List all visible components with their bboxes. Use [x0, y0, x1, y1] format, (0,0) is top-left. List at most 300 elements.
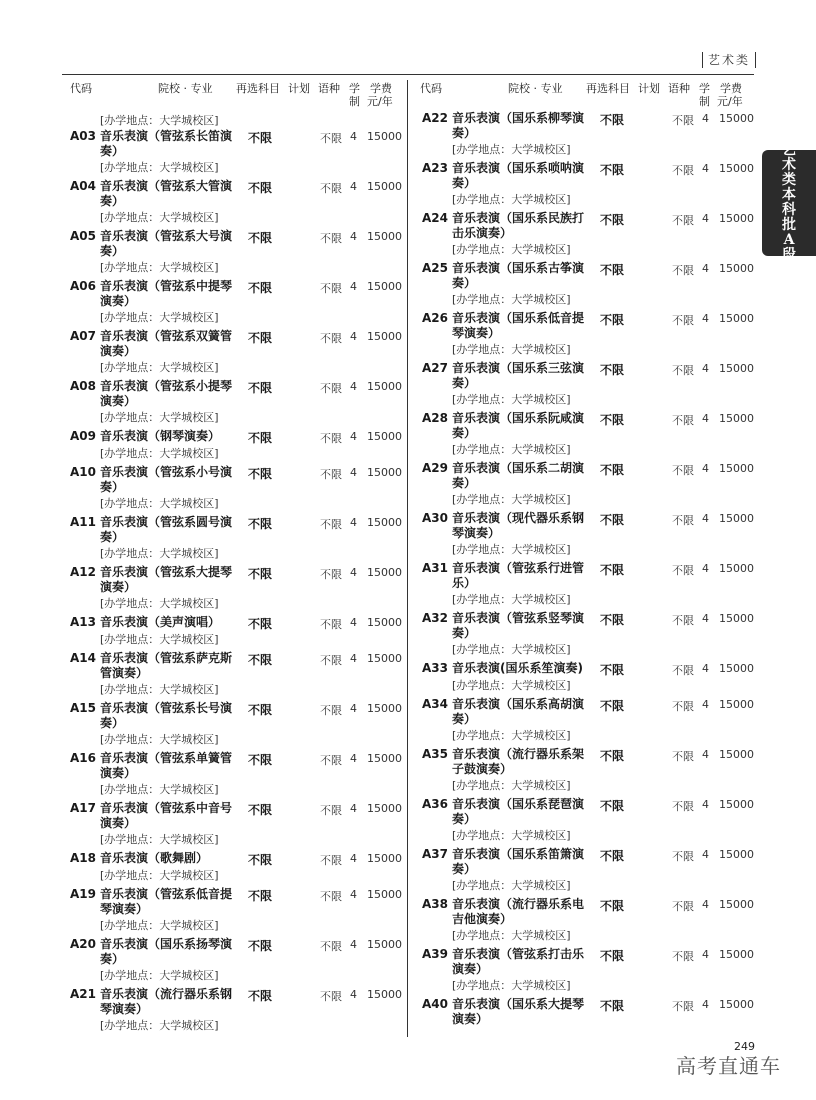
- program-language: 不限: [672, 464, 694, 477]
- program-language: 不限: [320, 804, 342, 817]
- program-language: 不限: [672, 564, 694, 577]
- right-column: [414, 80, 754, 1027]
- program-main: [62, 178, 402, 209]
- program-code: A39: [422, 947, 448, 961]
- program-row: [414, 996, 754, 1027]
- program-name: 音乐表演（管弦系中提琴演奏）: [100, 279, 233, 308]
- right-rows: [414, 110, 754, 1027]
- program-fee: 15000: [367, 616, 402, 629]
- program-subjects: 不限: [248, 803, 273, 817]
- side-tab-char: 术: [782, 157, 796, 173]
- program-years: 4: [702, 262, 709, 275]
- program-name: 音乐表演（管弦系大提琴演奏）: [100, 565, 233, 594]
- program-fee: 15000: [719, 698, 754, 711]
- program-main: [62, 228, 402, 259]
- program-subjects: 不限: [600, 313, 625, 327]
- program-main: [414, 846, 754, 877]
- program-language: 不限: [320, 132, 342, 145]
- program-code: A16: [70, 751, 96, 765]
- program-language: 不限: [672, 900, 694, 913]
- program-language: 不限: [320, 518, 342, 531]
- program-fee: 15000: [719, 848, 754, 861]
- program-main: [414, 660, 754, 677]
- program-years: 4: [350, 752, 357, 765]
- program-subjects: 不限: [600, 663, 625, 677]
- program-fee: 15000: [367, 652, 402, 665]
- side-section-tab: [762, 142, 816, 263]
- program-row: [62, 850, 402, 886]
- program-years: 4: [702, 212, 709, 225]
- program-years: 4: [350, 380, 357, 393]
- program-main: [62, 378, 402, 409]
- program-location: [办学地点：大学城校区]: [452, 293, 571, 306]
- program-row: [414, 310, 754, 360]
- program-subjects: 不限: [600, 613, 625, 627]
- program-code: A18: [70, 851, 96, 865]
- program-main: [62, 614, 402, 631]
- program-main: [62, 564, 402, 595]
- program-name: 音乐表演（国乐系笛箫演奏）: [452, 847, 585, 876]
- program-main: [62, 750, 402, 781]
- program-language: 不限: [672, 750, 694, 763]
- program-code: A08: [70, 379, 96, 393]
- program-fee: 15000: [367, 752, 402, 765]
- program-subjects: 不限: [248, 889, 273, 903]
- program-code: A25: [422, 261, 448, 275]
- program-subjects: 不限: [248, 939, 273, 953]
- program-years: 4: [350, 430, 357, 443]
- program-code: A04: [70, 179, 96, 193]
- program-main: [62, 328, 402, 359]
- program-row: [414, 160, 754, 210]
- program-location: [办学地点：大学城校区]: [452, 729, 571, 742]
- left-column: [62, 80, 402, 1036]
- header-school-major: 院校 · 专业: [508, 82, 563, 95]
- program-code: A31: [422, 561, 448, 575]
- continued-location: [62, 110, 402, 128]
- program-name: 音乐表演（现代器乐系钢琴演奏）: [452, 511, 585, 540]
- program-code: A10: [70, 465, 96, 479]
- program-main: [414, 696, 754, 727]
- program-main: [414, 746, 754, 777]
- program-years: 4: [350, 566, 357, 579]
- program-row: [62, 328, 402, 378]
- program-code: A14: [70, 651, 96, 665]
- program-row: [414, 210, 754, 260]
- program-subjects: 不限: [248, 467, 273, 481]
- side-tab-char: 段: [782, 247, 796, 263]
- program-name: 音乐表演（国乐系琵琶演奏）: [452, 797, 585, 826]
- program-row: [62, 564, 402, 614]
- program-main: [62, 278, 402, 309]
- program-location: [办学地点：大学城校区]: [100, 633, 219, 646]
- program-language: 不限: [672, 364, 694, 377]
- program-main: [414, 946, 754, 977]
- program-row: [62, 750, 402, 800]
- program-name: 音乐表演（国乐系柳琴演奏）: [452, 111, 585, 140]
- program-years: 4: [702, 612, 709, 625]
- program-name: 音乐表演（管弦系圆号演奏）: [100, 515, 233, 544]
- program-name: 音乐表演（国乐系民族打击乐演奏）: [452, 211, 585, 240]
- program-main: [414, 796, 754, 827]
- header-fee: 学费: [370, 82, 392, 95]
- program-location: [办学地点：大学城校区]: [100, 361, 219, 374]
- program-name: 音乐表演（流行器乐系架子鼓演奏）: [452, 747, 585, 776]
- program-years: 4: [350, 652, 357, 665]
- program-subjects: 不限: [248, 181, 273, 195]
- program-name: 音乐表演（国乐系古筝演奏）: [452, 261, 585, 290]
- program-years: 4: [350, 616, 357, 629]
- program-row: [414, 410, 754, 460]
- program-row: [414, 696, 754, 746]
- program-location: [办学地点：大学城校区]: [100, 833, 219, 846]
- program-language: 不限: [672, 414, 694, 427]
- program-name: 音乐表演（管弦系大管演奏）: [100, 179, 233, 208]
- side-tab-char: 批: [782, 217, 796, 233]
- program-main: [62, 986, 402, 1017]
- program-location: [办学地点：大学城校区]: [100, 311, 219, 324]
- program-main: [414, 560, 754, 591]
- program-fee: 15000: [719, 162, 754, 175]
- program-subjects: 不限: [600, 899, 625, 913]
- program-main: [414, 260, 754, 291]
- program-name: 音乐表演（管弦系双簧管演奏）: [100, 329, 233, 358]
- program-years: 4: [702, 848, 709, 861]
- header-plan: 计划: [638, 82, 660, 95]
- program-subjects: 不限: [600, 413, 625, 427]
- program-row: [62, 278, 402, 328]
- program-name: 音乐表演（管弦系小号演奏）: [100, 465, 233, 494]
- program-location: [办学地点：大学城校区]: [100, 447, 219, 460]
- header-rule: [62, 74, 754, 75]
- program-years: 4: [350, 852, 357, 865]
- left-rows: [62, 128, 402, 1036]
- program-language: 不限: [320, 618, 342, 631]
- program-name: 音乐表演（国乐系三弦演奏）: [452, 361, 585, 390]
- program-years: 4: [702, 362, 709, 375]
- program-fee: 15000: [367, 230, 402, 243]
- program-language: 不限: [320, 704, 342, 717]
- program-fee: 15000: [367, 988, 402, 1001]
- program-main: [414, 160, 754, 191]
- program-years: 4: [350, 702, 357, 715]
- program-row: [414, 896, 754, 946]
- program-main: [414, 460, 754, 491]
- program-code: A23: [422, 161, 448, 175]
- program-row: [62, 886, 402, 936]
- program-code: A28: [422, 411, 448, 425]
- program-name: 音乐表演（管弦系小提琴演奏）: [100, 379, 233, 408]
- program-name: 音乐表演（管弦系低音提琴演奏）: [100, 887, 233, 916]
- program-row: [62, 614, 402, 650]
- program-code: A30: [422, 511, 448, 525]
- program-row: [414, 510, 754, 560]
- header-language: 语种: [668, 82, 690, 95]
- program-years: 4: [702, 512, 709, 525]
- program-location: [办学地点：大学城校区]: [100, 211, 219, 224]
- program-code: A21: [70, 987, 96, 1001]
- program-years: 4: [702, 798, 709, 811]
- program-years: 4: [350, 180, 357, 193]
- program-language: 不限: [672, 664, 694, 677]
- program-subjects: 不限: [248, 517, 273, 531]
- program-main: [62, 800, 402, 831]
- program-years: 4: [350, 230, 357, 243]
- table-header: [62, 80, 402, 110]
- program-years: 4: [350, 888, 357, 901]
- program-fee: 15000: [367, 566, 402, 579]
- program-years: 4: [350, 988, 357, 1001]
- program-subjects: 不限: [248, 281, 273, 295]
- program-location: [办学地点：大学城校区]: [452, 143, 571, 156]
- program-code: A09: [70, 429, 96, 443]
- program-language: 不限: [320, 754, 342, 767]
- program-code: A07: [70, 329, 96, 343]
- program-row: [414, 360, 754, 410]
- program-subjects: 不限: [600, 513, 625, 527]
- program-code: A26: [422, 311, 448, 325]
- program-code: A20: [70, 937, 96, 951]
- program-subjects: 不限: [600, 463, 625, 477]
- header-school-major: 院校 · 专业: [158, 82, 213, 95]
- program-years: 4: [350, 330, 357, 343]
- program-name: 音乐表演(国乐系笙演奏): [452, 661, 583, 675]
- program-location: [办学地点：大学城校区]: [100, 919, 219, 932]
- program-row: [62, 378, 402, 428]
- program-fee: 15000: [367, 330, 402, 343]
- program-fee: 15000: [367, 466, 402, 479]
- header-language: 语种: [318, 82, 340, 95]
- program-subjects: 不限: [600, 949, 625, 963]
- program-years: 4: [702, 948, 709, 961]
- program-name: 音乐表演（国乐系扬琴演奏）: [100, 937, 233, 966]
- program-row: [414, 746, 754, 796]
- program-years: 4: [350, 938, 357, 951]
- header-fee-unit: 元/年: [367, 95, 393, 108]
- program-location: [办学地点：大学城校区]: [100, 733, 219, 746]
- program-main: [414, 410, 754, 441]
- program-language: 不限: [320, 332, 342, 345]
- program-fee: 15000: [719, 898, 754, 911]
- program-fee: 15000: [367, 516, 402, 529]
- program-years: 4: [350, 130, 357, 143]
- program-location: [办学地点：大学城校区]: [452, 829, 571, 842]
- program-name: 音乐表演（管弦系长号演奏）: [100, 701, 233, 730]
- program-subjects: 不限: [600, 113, 625, 127]
- program-subjects: 不限: [600, 163, 625, 177]
- header-subjects: 再选科目: [586, 82, 630, 95]
- program-fee: 15000: [719, 262, 754, 275]
- program-fee: 15000: [719, 512, 754, 525]
- program-row: [414, 560, 754, 610]
- program-main: [414, 210, 754, 241]
- program-language: 不限: [672, 700, 694, 713]
- program-location: [办学地点：大学城校区]: [100, 547, 219, 560]
- program-subjects: 不限: [600, 799, 625, 813]
- program-years: 4: [702, 312, 709, 325]
- program-fee: 15000: [719, 612, 754, 625]
- program-main: [62, 886, 402, 917]
- program-code: A11: [70, 515, 96, 529]
- program-language: 不限: [320, 568, 342, 581]
- program-fee: 15000: [367, 380, 402, 393]
- program-code: A15: [70, 701, 96, 715]
- program-language: 不限: [672, 800, 694, 813]
- program-fee: 15000: [367, 430, 402, 443]
- program-fee: 15000: [367, 280, 402, 293]
- program-language: 不限: [672, 264, 694, 277]
- program-name: 音乐表演（国乐系低音提琴演奏）: [452, 311, 585, 340]
- program-main: [62, 700, 402, 731]
- program-years: 4: [702, 662, 709, 675]
- program-code: A22: [422, 111, 448, 125]
- program-name: 音乐表演（钢琴演奏）: [100, 429, 221, 443]
- program-name: 音乐表演（管弦系中音号演奏）: [100, 801, 233, 830]
- program-language: 不限: [320, 432, 342, 445]
- program-code: A40: [422, 997, 448, 1011]
- program-main: [62, 514, 402, 545]
- program-main: [62, 428, 402, 445]
- section-tag: 艺术类: [702, 52, 756, 68]
- program-location: [办学地点：大学城校区]: [100, 597, 219, 610]
- program-fee: 15000: [367, 802, 402, 815]
- program-code: A32: [422, 611, 448, 625]
- program-code: A33: [422, 661, 448, 675]
- program-location: [办学地点：大学城校区]: [452, 593, 571, 606]
- program-row: [414, 796, 754, 846]
- program-name: 音乐表演（管弦系萨克斯管演奏）: [100, 651, 233, 680]
- header-code: 代码: [70, 82, 92, 95]
- program-fee: 15000: [367, 888, 402, 901]
- program-row: [414, 846, 754, 896]
- program-row: [414, 660, 754, 696]
- program-language: 不限: [320, 382, 342, 395]
- program-subjects: 不限: [600, 999, 625, 1013]
- header-fee-unit: 元/年: [717, 95, 743, 108]
- program-name: 音乐表演（管弦系单簧管演奏）: [100, 751, 233, 780]
- program-language: 不限: [320, 468, 342, 481]
- program-subjects: 不限: [248, 381, 273, 395]
- program-location: [办学地点：大学城校区]: [452, 643, 571, 656]
- program-fee: 15000: [367, 702, 402, 715]
- program-code: A05: [70, 229, 96, 243]
- program-fee: 15000: [367, 852, 402, 865]
- program-language: 不限: [320, 854, 342, 867]
- program-row: [414, 460, 754, 510]
- program-language: 不限: [672, 850, 694, 863]
- program-name: 音乐表演（流行器乐系钢琴演奏）: [100, 987, 233, 1016]
- header-years: 学: [349, 82, 360, 95]
- program-code: A37: [422, 847, 448, 861]
- program-subjects: 不限: [248, 567, 273, 581]
- program-main: [414, 610, 754, 641]
- watermark: 高考直通车: [676, 1054, 781, 1078]
- program-name: 音乐表演（管弦系行进管乐）: [452, 561, 585, 590]
- program-subjects: 不限: [600, 749, 625, 763]
- program-location: [办学地点：大学城校区]: [452, 493, 571, 506]
- program-years: 4: [702, 748, 709, 761]
- program-location: [办学地点：大学城校区]: [100, 683, 219, 696]
- program-location: [办学地点：大学城校区]: [100, 783, 219, 796]
- program-code: A36: [422, 797, 448, 811]
- program-subjects: 不限: [600, 563, 625, 577]
- program-subjects: 不限: [600, 263, 625, 277]
- program-years: 4: [702, 162, 709, 175]
- program-name: 音乐表演（国乐系大提琴演奏）: [452, 997, 585, 1026]
- program-fee: 15000: [719, 748, 754, 761]
- program-location: [办学地点：大学城校区]: [452, 543, 571, 556]
- program-name: 音乐表演（国乐系唢呐演奏）: [452, 161, 585, 190]
- program-name: 音乐表演（流行器乐系电吉他演奏）: [452, 897, 585, 926]
- program-main: [414, 896, 754, 927]
- program-language: 不限: [672, 514, 694, 527]
- program-language: 不限: [320, 890, 342, 903]
- side-tab-char: A: [783, 232, 795, 248]
- program-name: 音乐表演（国乐系阮咸演奏）: [452, 411, 585, 440]
- program-code: A12: [70, 565, 96, 579]
- program-row: [414, 110, 754, 160]
- program-language: 不限: [672, 1000, 694, 1013]
- program-name: 音乐表演（管弦系大号演奏）: [100, 229, 233, 258]
- program-subjects: 不限: [248, 989, 273, 1003]
- program-language: 不限: [320, 232, 342, 245]
- program-main: [414, 360, 754, 391]
- program-years: 4: [702, 698, 709, 711]
- program-fee: 15000: [719, 798, 754, 811]
- program-fee: 15000: [367, 130, 402, 143]
- program-main: [62, 936, 402, 967]
- program-name: 音乐表演（管弦系打击乐演奏）: [452, 947, 585, 976]
- program-location: [办学地点：大学城校区]: [100, 411, 219, 424]
- program-fee: 15000: [719, 212, 754, 225]
- program-fee: 15000: [719, 998, 754, 1011]
- program-name: 音乐表演（美声演唱）: [100, 615, 221, 629]
- program-row: [62, 428, 402, 464]
- program-location: [办学地点：大学城校区]: [452, 193, 571, 206]
- program-row: [62, 514, 402, 564]
- program-row: [62, 650, 402, 700]
- program-code: A06: [70, 279, 96, 293]
- program-name: 音乐表演（国乐系二胡演奏）: [452, 461, 585, 490]
- program-code: A19: [70, 887, 96, 901]
- program-fee: 15000: [719, 312, 754, 325]
- program-location: [办学地点：大学城校区]: [100, 1019, 219, 1032]
- program-fee: 15000: [719, 662, 754, 675]
- program-row: [62, 800, 402, 850]
- program-years: 4: [702, 898, 709, 911]
- program-fee: 15000: [719, 362, 754, 375]
- program-location: [办学地点：大学城校区]: [100, 969, 219, 982]
- side-tab-char: 类: [782, 172, 796, 188]
- program-subjects: 不限: [600, 849, 625, 863]
- program-location: [办学地点：大学城校区]: [452, 779, 571, 792]
- program-main: [414, 110, 754, 141]
- program-subjects: 不限: [248, 431, 273, 445]
- program-location: [办学地点：大学城校区]: [452, 443, 571, 456]
- program-main: [414, 996, 754, 1027]
- program-fee: 15000: [719, 112, 754, 125]
- program-code: A13: [70, 615, 96, 629]
- program-location: [办学地点：大学城校区]: [100, 497, 219, 510]
- header-fee: 学费: [720, 82, 742, 95]
- program-years: 4: [702, 998, 709, 1011]
- program-row: [62, 128, 402, 178]
- program-years: 4: [350, 516, 357, 529]
- program-location: [办学地点：大学城校区]: [452, 243, 571, 256]
- program-location: [办学地点：大学城校区]: [100, 161, 219, 174]
- program-language: 不限: [672, 314, 694, 327]
- program-row: [62, 228, 402, 278]
